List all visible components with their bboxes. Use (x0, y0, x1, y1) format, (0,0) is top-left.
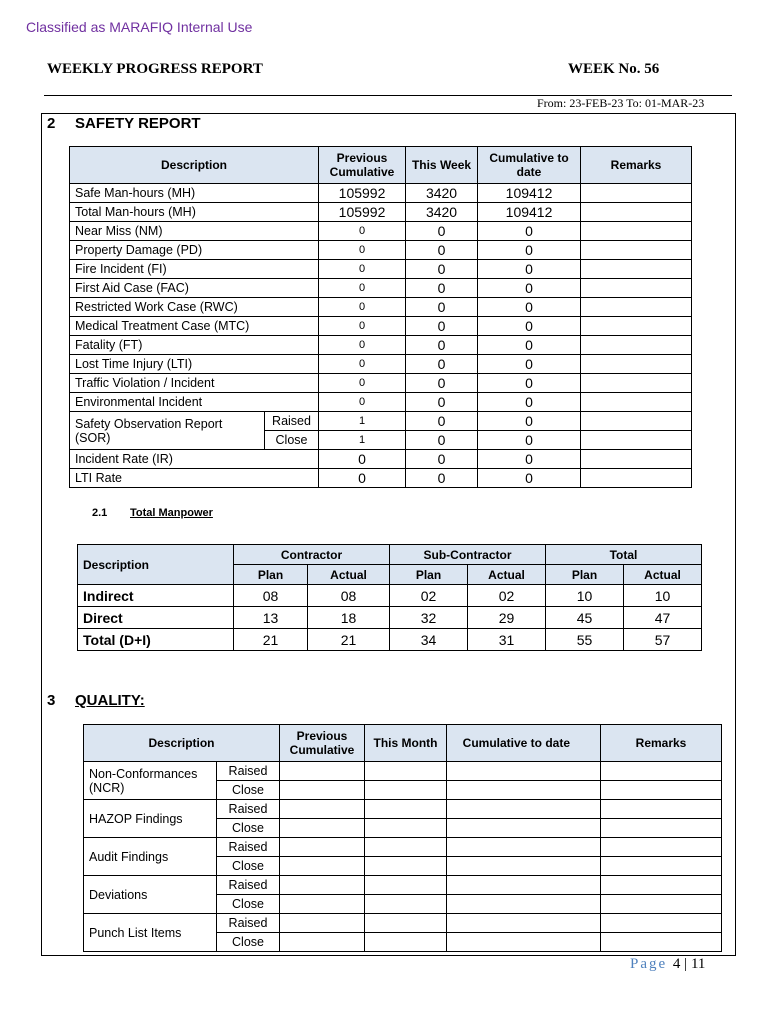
quality-empty-cell (280, 762, 365, 781)
quality-item-label: Deviations (84, 876, 217, 914)
manpower-row-value: 10 (546, 585, 624, 607)
manpower-row-value: 21 (308, 629, 390, 651)
page-separator: | (680, 956, 691, 972)
week-number: WEEK No. 56 (568, 61, 660, 77)
safety-row-label: Safe Man-hours (MH) (70, 184, 319, 203)
quality-empty-cell (365, 857, 447, 876)
quality-raised-label: Raised (217, 876, 280, 895)
quality-empty-cell (280, 781, 365, 800)
safety-row-cumulative: 0 (478, 298, 581, 317)
safety-row-remarks (581, 450, 692, 469)
safety-row-label: Fatality (FT) (70, 336, 319, 355)
safety-row-previous: 0 (319, 469, 406, 488)
quality-col-this-month: This Month (365, 725, 447, 762)
manpower-row-value: 08 (308, 585, 390, 607)
manpower-group-contractor: Contractor (234, 545, 390, 565)
safety-row-this-week: 3420 (406, 203, 478, 222)
safety-row-this-week: 0 (406, 317, 478, 336)
manpower-section-number: 2.1 (92, 507, 108, 519)
safety-row-cumulative: 0 (478, 374, 581, 393)
quality-empty-cell (447, 933, 601, 952)
manpower-group-total: Total (546, 545, 702, 565)
manpower-row-value: 32 (390, 607, 468, 629)
quality-close-label: Close (217, 781, 280, 800)
quality-row-raised (84, 800, 722, 819)
safety-section-title: SAFETY REPORT (75, 115, 201, 132)
safety-row-remarks (581, 241, 692, 260)
safety-row (70, 469, 692, 488)
safety-row (70, 279, 692, 298)
safety-row-cumulative: 109412 (478, 184, 581, 203)
quality-empty-cell (280, 857, 365, 876)
safety-row-this-week: 0 (406, 355, 478, 374)
quality-empty-cell (365, 876, 447, 895)
safety-row-previous: 0 (319, 317, 406, 336)
safety-row (70, 222, 692, 241)
safety-row-label: Near Miss (NM) (70, 222, 319, 241)
manpower-row-value: 02 (468, 585, 546, 607)
manpower-row (78, 585, 702, 607)
quality-row-raised (84, 914, 722, 933)
safety-row-previous: 0 (319, 393, 406, 412)
safety-row-this-week: 0 (406, 336, 478, 355)
manpower-row-value: 02 (390, 585, 468, 607)
quality-close-label: Close (217, 819, 280, 838)
quality-col-previous: Previous Cumulative (280, 725, 365, 762)
safety-row-label: Fire Incident (FI) (70, 260, 319, 279)
safety-row (70, 203, 692, 222)
safety-row-cumulative: 0 (478, 222, 581, 241)
quality-close-label: Close (217, 895, 280, 914)
safety-row-remarks (581, 222, 692, 241)
safety-col-this-week: This Week (406, 147, 478, 184)
safety-col-previous: Previous Cumulative (319, 147, 406, 184)
quality-col-remarks: Remarks (601, 725, 722, 762)
sor-close-previous: 1 (319, 431, 406, 450)
safety-row-this-week: 0 (406, 374, 478, 393)
quality-section-title: QUALITY: (75, 692, 145, 709)
sor-raised-this-week: 0 (406, 412, 478, 431)
manpower-table (77, 544, 702, 651)
safety-row-remarks (581, 184, 692, 203)
manpower-subheader: Plan (390, 565, 468, 585)
safety-row-label: LTI Rate (70, 469, 319, 488)
safety-col-remarks: Remarks (581, 147, 692, 184)
safety-row-remarks (581, 469, 692, 488)
manpower-row-value: 31 (468, 629, 546, 651)
manpower-row-value: 10 (624, 585, 702, 607)
manpower-subheader: Actual (308, 565, 390, 585)
safety-col-cumulative: Cumulative to date (478, 147, 581, 184)
safety-row (70, 393, 692, 412)
safety-row (70, 374, 692, 393)
safety-row-label: First Aid Case (FAC) (70, 279, 319, 298)
safety-row-remarks (581, 298, 692, 317)
quality-item-label: Punch List Items (84, 914, 217, 952)
manpower-col-description: Description (78, 545, 234, 585)
safety-row (70, 260, 692, 279)
quality-empty-cell (365, 781, 447, 800)
classification-label: Classified as MARAFIQ Internal Use (26, 19, 253, 35)
quality-empty-cell (280, 819, 365, 838)
quality-empty-cell (280, 838, 365, 857)
quality-empty-cell (601, 876, 722, 895)
quality-close-label: Close (217, 933, 280, 952)
quality-empty-cell (601, 781, 722, 800)
quality-empty-cell (447, 800, 601, 819)
safety-row (70, 298, 692, 317)
quality-empty-cell (601, 762, 722, 781)
quality-raised-label: Raised (217, 762, 280, 781)
safety-row-remarks (581, 374, 692, 393)
quality-empty-cell (365, 800, 447, 819)
safety-row-label: Environmental Incident (70, 393, 319, 412)
quality-empty-cell (365, 933, 447, 952)
safety-row-remarks (581, 203, 692, 222)
total-pages: 11 (690, 956, 706, 972)
safety-row (70, 450, 692, 469)
safety-row-label: Lost Time Injury (LTI) (70, 355, 319, 374)
quality-row-raised (84, 838, 722, 857)
safety-row-this-week: 0 (406, 279, 478, 298)
manpower-row-value: 47 (624, 607, 702, 629)
safety-row-previous: 0 (319, 279, 406, 298)
safety-row-this-week: 0 (406, 469, 478, 488)
quality-empty-cell (447, 895, 601, 914)
safety-table (69, 146, 692, 488)
safety-row (70, 336, 692, 355)
quality-empty-cell (447, 819, 601, 838)
safety-row-remarks (581, 317, 692, 336)
safety-row-previous: 0 (319, 298, 406, 317)
safety-row-cumulative: 0 (478, 241, 581, 260)
safety-row (70, 355, 692, 374)
safety-row-label: Total Man-hours (MH) (70, 203, 319, 222)
safety-row-previous: 0 (319, 241, 406, 260)
sor-close-this-week: 0 (406, 431, 478, 450)
safety-row-remarks (581, 393, 692, 412)
safety-row-this-week: 0 (406, 450, 478, 469)
quality-empty-cell (447, 914, 601, 933)
sor-close-cumulative: 0 (478, 431, 581, 450)
quality-row-raised (84, 762, 722, 781)
manpower-row-value: 08 (234, 585, 308, 607)
manpower-subheader: Plan (546, 565, 624, 585)
quality-empty-cell (601, 933, 722, 952)
quality-empty-cell (280, 876, 365, 895)
safety-row-cumulative: 0 (478, 355, 581, 374)
manpower-row-value: 21 (234, 629, 308, 651)
manpower-row-label: Direct (78, 607, 234, 629)
safety-row-this-week: 0 (406, 222, 478, 241)
manpower-row-value: 34 (390, 629, 468, 651)
quality-empty-cell (365, 838, 447, 857)
quality-table (83, 724, 722, 952)
safety-row-previous: 0 (319, 222, 406, 241)
quality-empty-cell (447, 857, 601, 876)
sor-close-label: Close (265, 431, 319, 450)
safety-row-remarks (581, 260, 692, 279)
quality-empty-cell (365, 895, 447, 914)
safety-row-cumulative: 0 (478, 260, 581, 279)
quality-close-label: Close (217, 857, 280, 876)
safety-row-remarks (581, 279, 692, 298)
manpower-subheader: Plan (234, 565, 308, 585)
safety-row-previous: 0 (319, 450, 406, 469)
quality-empty-cell (601, 838, 722, 857)
quality-empty-cell (447, 876, 601, 895)
safety-row-sor-raised (70, 412, 692, 431)
safety-row-remarks (581, 336, 692, 355)
quality-empty-cell (447, 838, 601, 857)
quality-raised-label: Raised (217, 838, 280, 857)
safety-row-this-week: 3420 (406, 184, 478, 203)
quality-empty-cell (365, 762, 447, 781)
quality-item-label: Audit Findings (84, 838, 217, 876)
quality-section-number: 3 (47, 692, 56, 709)
safety-row-cumulative: 0 (478, 393, 581, 412)
quality-empty-cell (601, 819, 722, 838)
quality-empty-cell (280, 933, 365, 952)
sor-raised-cumulative: 0 (478, 412, 581, 431)
quality-item-label: HAZOP Findings (84, 800, 217, 838)
manpower-row-value: 55 (546, 629, 624, 651)
quality-empty-cell (601, 800, 722, 819)
safety-row-cumulative: 109412 (478, 203, 581, 222)
safety-row-previous: 105992 (319, 184, 406, 203)
safety-row (70, 317, 692, 336)
quality-empty-cell (280, 895, 365, 914)
quality-empty-cell (280, 800, 365, 819)
quality-item-label: Non-Conformances (NCR) (84, 762, 217, 800)
safety-section-number: 2 (47, 115, 56, 132)
sor-raised-remarks (581, 412, 692, 431)
quality-empty-cell (601, 895, 722, 914)
quality-col-cumulative: Cumulative to date (447, 725, 601, 762)
quality-empty-cell (601, 857, 722, 876)
safety-row-cumulative: 0 (478, 336, 581, 355)
sor-raised-previous: 1 (319, 412, 406, 431)
safety-row-label: Traffic Violation / Incident (70, 374, 319, 393)
manpower-row-value: 29 (468, 607, 546, 629)
safety-row-this-week: 0 (406, 298, 478, 317)
safety-row-this-week: 0 (406, 241, 478, 260)
quality-empty-cell (280, 914, 365, 933)
manpower-row-label: Total (D+I) (78, 629, 234, 651)
quality-raised-label: Raised (217, 800, 280, 819)
manpower-subheader: Actual (624, 565, 702, 585)
safety-row-cumulative: 0 (478, 279, 581, 298)
safety-row-label: Restricted Work Case (RWC) (70, 298, 319, 317)
quality-row-raised (84, 876, 722, 895)
quality-empty-cell (447, 781, 601, 800)
safety-row-cumulative: 0 (478, 469, 581, 488)
safety-row-previous: 0 (319, 260, 406, 279)
manpower-group-subcontractor: Sub-Contractor (390, 545, 546, 565)
safety-row (70, 241, 692, 260)
quality-empty-cell (365, 914, 447, 933)
page-label: Page (630, 956, 668, 972)
manpower-subheader: Actual (468, 565, 546, 585)
manpower-row-value: 18 (308, 607, 390, 629)
report-period: From: 23-FEB-23 To: 01-MAR-23 (537, 96, 705, 110)
manpower-row-label: Indirect (78, 585, 234, 607)
safety-row-previous: 105992 (319, 203, 406, 222)
safety-row-previous: 0 (319, 374, 406, 393)
safety-row-remarks (581, 355, 692, 374)
quality-empty-cell (447, 762, 601, 781)
sor-raised-label: Raised (265, 412, 319, 431)
manpower-row-value: 13 (234, 607, 308, 629)
manpower-row-value: 57 (624, 629, 702, 651)
sor-label: Safety Observation Report (SOR) (70, 412, 265, 450)
quality-empty-cell (365, 819, 447, 838)
report-title: WEEKLY PROGRESS REPORT (47, 61, 263, 77)
quality-empty-cell (601, 914, 722, 933)
safety-row-cumulative: 0 (478, 317, 581, 336)
manpower-section-title: Total Manpower (130, 507, 213, 519)
safety-row-this-week: 0 (406, 393, 478, 412)
safety-row-this-week: 0 (406, 260, 478, 279)
safety-row-cumulative: 0 (478, 450, 581, 469)
safety-row-label: Medical Treatment Case (MTC) (70, 317, 319, 336)
safety-row-label: Property Damage (PD) (70, 241, 319, 260)
quality-raised-label: Raised (217, 914, 280, 933)
safety-col-description: Description (70, 147, 319, 184)
page-footer (630, 956, 705, 973)
safety-row-previous: 0 (319, 336, 406, 355)
safety-row-previous: 0 (319, 355, 406, 374)
sor-close-remarks (581, 431, 692, 450)
manpower-row (78, 607, 702, 629)
manpower-row (78, 629, 702, 651)
safety-row (70, 184, 692, 203)
manpower-row-value: 45 (546, 607, 624, 629)
page-number: 4 (672, 956, 681, 972)
quality-col-description: Description (84, 725, 280, 762)
safety-row-label: Incident Rate (IR) (70, 450, 319, 469)
